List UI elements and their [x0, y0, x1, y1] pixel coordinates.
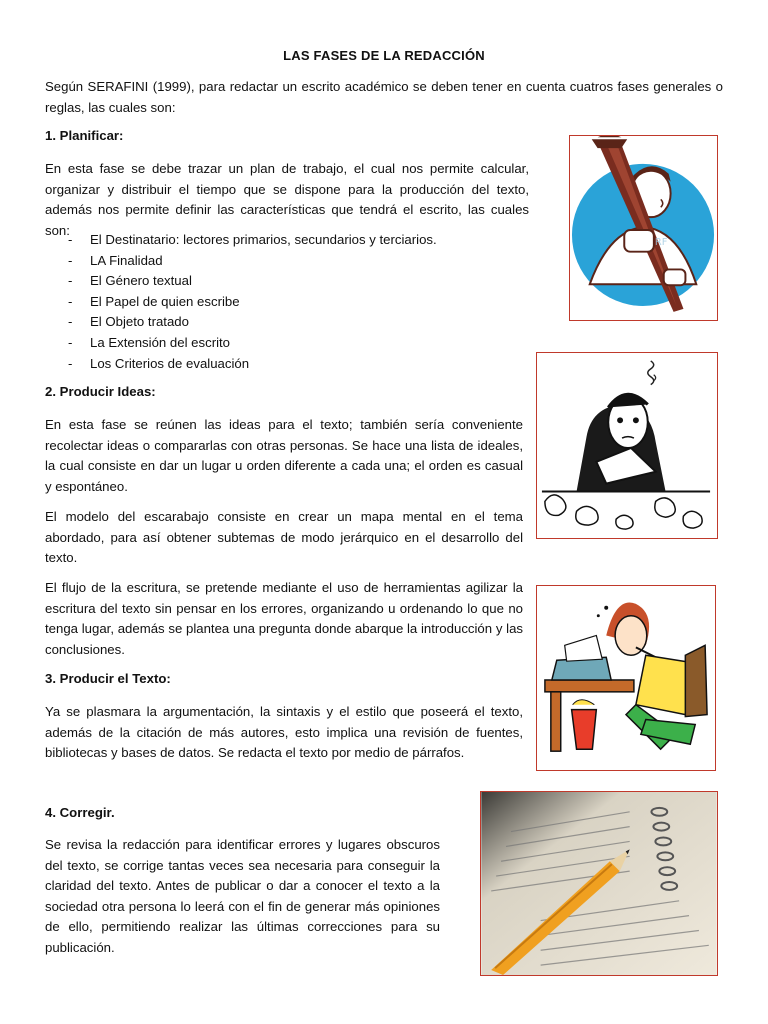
producir-texto-paragraph: Ya se plasmara la argumentación, la sintaxis y el estilo que poseerá el texto, además de la citación de más autores, esto implica una revisión de fuentes, bibliotecas y bases de datos. Se redacta el texto por medio de párrafos.	[45, 704, 523, 761]
producir-ideas-paragraph-1: En esta fase se reúnen las ideas para el texto; también sería conveniente recolectar ideas o compararlas con otras personas. Se hace una lista de ideales, la cual consiste en dar un lugar u orden diferente a cada una; el orden es casual y espontáneo.	[45, 417, 523, 494]
section-heading-producir-ideas: 2. Producir Ideas:	[45, 384, 156, 399]
svg-text:RF: RF	[654, 236, 668, 248]
list-item: - Los Criterios de evaluación	[68, 354, 508, 375]
stressed-writer-icon	[537, 353, 717, 538]
list-item: - LA Finalidad	[68, 251, 508, 272]
section-heading-corregir: 4. Corregir.	[45, 805, 115, 820]
book-pencil-icon	[481, 792, 717, 975]
pen-man-icon	[570, 136, 717, 320]
typewriter-writer-icon	[537, 586, 715, 770]
stressed-writer-illustration	[536, 352, 718, 539]
list-item: - El Objeto tratado	[68, 312, 508, 333]
list-item: - El Género textual	[68, 271, 508, 292]
list-item: - El Papel de quien escribe	[68, 292, 508, 313]
pen-man-illustration	[569, 135, 718, 321]
section-heading-producir-texto: 3. Producir el Texto:	[45, 671, 171, 686]
list-item: - La Extensión del escrito	[68, 333, 508, 354]
typewriter-writer-illustration	[536, 585, 716, 771]
characteristics-list	[68, 230, 508, 374]
document-title: LAS FASES DE LA REDACCIÓN	[283, 48, 485, 63]
book-pencil-photo	[480, 791, 718, 976]
producir-ideas-paragraph-3: El flujo de la escritura, se pretende mediante el uso de herramientas agilizar la escritura del texto sin pensar en los errores, organizando u ordenando lo que no tenga lugar, además se plantea una pregunta donde abarque la introducción y las conclusiones.	[45, 580, 523, 657]
planificar-paragraph: En esta fase se debe trazar un plan de trabajo, el cual nos permite calcular, organizar y distribuir el tiempo que se dispone para la producción del texto, además nos permite definir las características que tendrá el escrito, las cuales son:	[45, 161, 529, 238]
corregir-paragraph: Se revisa la redacción para identificar errores y lugares obscuros del texto, se corrige tantas veces sea necesaria para conseguir la claridad del texto. Antes de publicar o dar a conocer el texto a la sociedad otra persona lo leerá con el fin de generar más opiniones de ello, permitiendo realizar las últimas correcciones para su publicación.	[45, 837, 440, 955]
section-heading-planificar: 1. Planificar:	[45, 128, 124, 143]
intro-paragraph: Según SERAFINI (1999), para redactar un escrito académico se deben tener en cuenta cuatros fases generales o reglas, las cuales son:	[45, 79, 723, 115]
producir-ideas-paragraph-2: El modelo del escarabajo consiste en crear un mapa mental en el tema abordado, para así obtener subtemas de modo jerárquico en el desarrollo del texto.	[45, 509, 523, 566]
list-item: - El Destinatario: lectores primarios, secundarios y terciarios.	[68, 230, 508, 251]
